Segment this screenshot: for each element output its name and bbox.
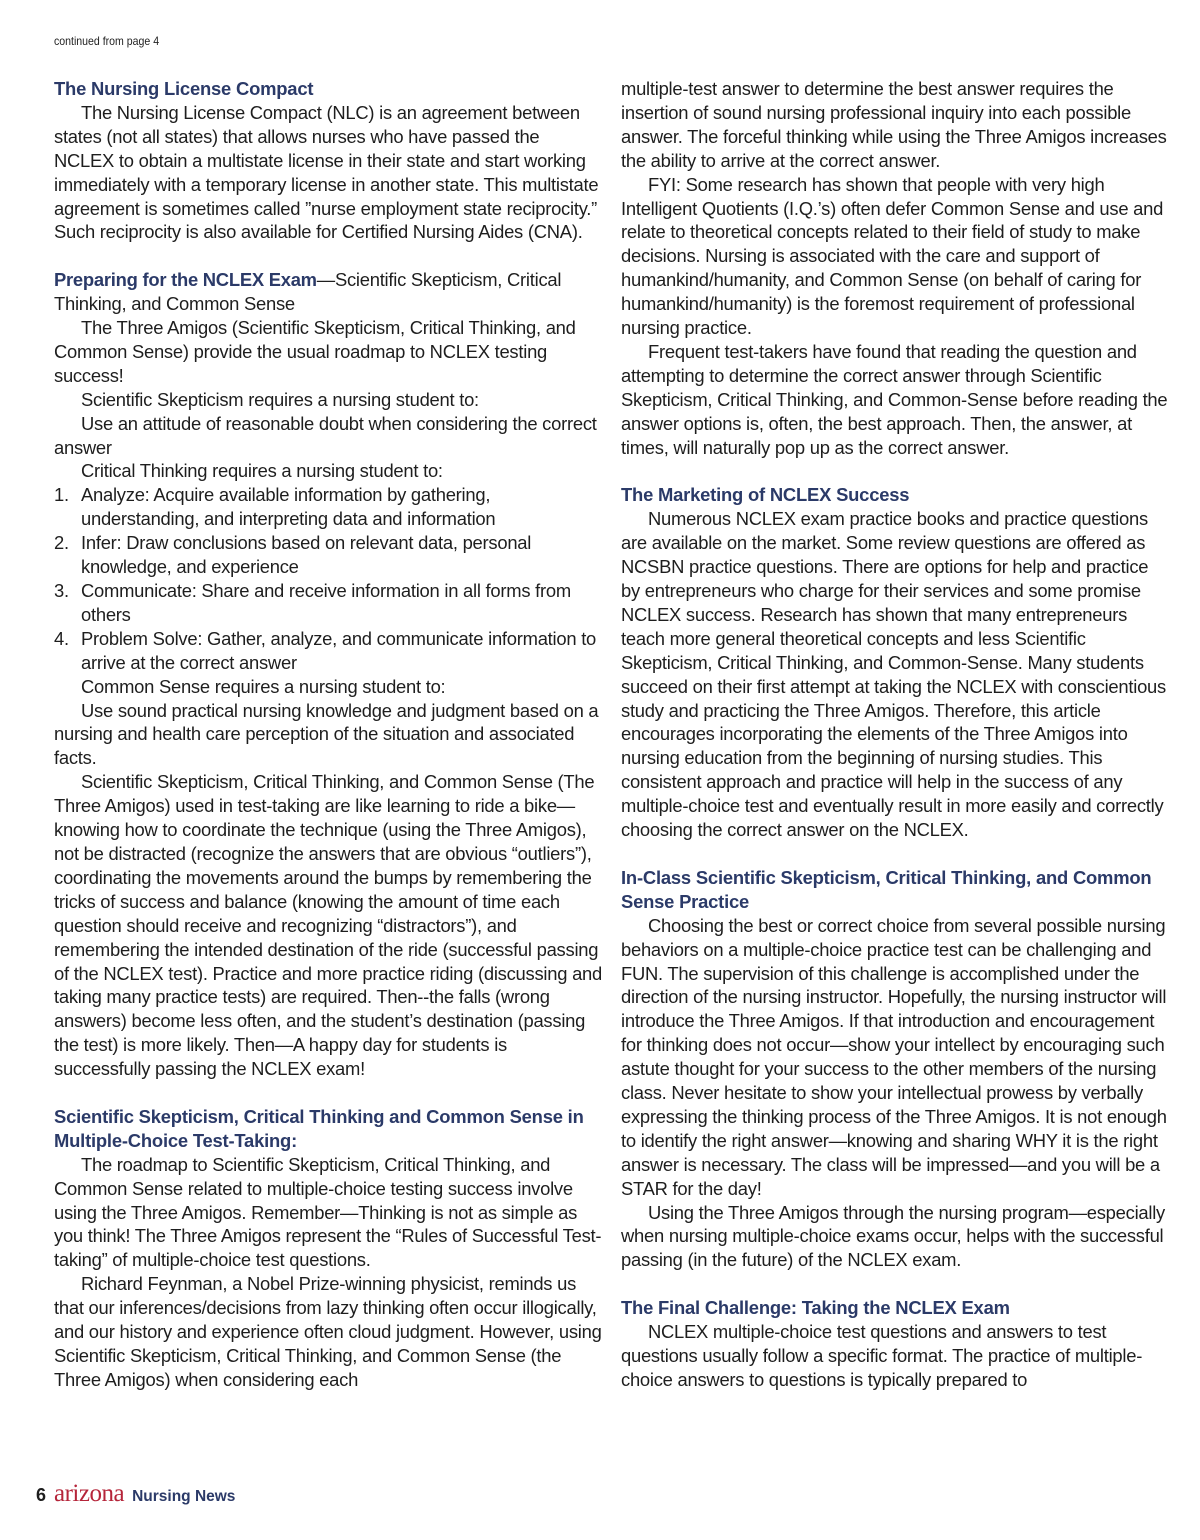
mc-paragraph-2: Richard Feynman, a Nobel Prize-winning physicist, reminds us that our inferences/decisions from lazy thinking often occur illogically, and our history and experience often cloud judgment. However, using Scientific Skepticism, Critical Thinking, and Common Sense (the Three Amigos) when considering each (54, 1273, 602, 1390)
list-item (54, 531, 602, 579)
final-heading: The Final Challenge: Taking the NCLEX Exam (621, 1297, 1010, 1319)
list-number: 3. (54, 580, 69, 602)
marketing-heading: The Marketing of NCLEX Success (621, 484, 910, 506)
nlc-paragraph: The Nursing License Compact (NLC) is an agreement between states (not all states) that allows nurses who have passed the NCLEX to obtain a multistate license in their state and start working immediately with a temporary license in another state. This multistate agreement is sometimes called ”nurse employment state reciprocity.” Such reciprocity is also available for Certified Nursing Aides (CNA). (54, 101, 599, 243)
list-number: 2. (54, 532, 69, 554)
list-item (54, 627, 602, 675)
list-text: Communicate: Share and receive information in all forms from others (81, 580, 571, 625)
prep-paragraph-1: The Three Amigos (Scientific Skepticism, Critical Thinking, and Common Sense) provide the usual roadmap to NCLEX testing success! (54, 317, 576, 386)
marketing-paragraph: Numerous NCLEX exam practice books and practice questions are available on the market. Some review questions are offered as NCSBN practice questions. There are options for help and practice by entrepreneurs who charge for their services and some promise NCLEX success. Research has shown that many entrepreneurs teach more general theoretical concepts and less Scientific Skepticism, Critical Thinking, and Common-Sense. Many students succeed on their first attempt at taking the NCLEX with conscientious study and practicing the Three Amigos. Therefore, this article encourages incorporating the elements of the Three Amigos into nursing education from the beginning of nursing studies. This consistent approach and practice will help in the success of any multiple-choice test and eventually result in more easily and correctly choosing the correct answer on the NCLEX. (621, 508, 1166, 841)
prep-paragraph-6: Use sound practical nursing knowledge and judgment based on a nursing and health care perception of the situation and associated facts. (54, 699, 599, 769)
prep-paragraph-7: Scientific Skepticism, Critical Thinking, and Common Sense (The Three Amigos) used in test-taking are like learning to ride a bike—knowing how to coordinate the technique (using the Three Amigos), not be distracted (recognize the answers that are obvious “outliers”), coordinating the movements around the bumps by remembering the tricks of success and balance (knowing the amount of time each question should receive and recognizing “distractors”), and remembering the intended destination of the ride (successful passing of the NCLEX test). Practice and more practice riding (discussing and taking many practice tests) are required. Then--the falls (wrong answers) become less often, and the student’s destination (passing the test) is more likely. Then—A happy day for students is successfully passing the NCLEX exam! (54, 771, 603, 1080)
continued-paragraph-1: multiple-test answer to determine the best answer requires the insertion of sound nursing professional inquiry into each possible answer. The forceful thinking while using the Three Amigos increases the ability to arrive at the correct answer. (621, 78, 1167, 171)
list-item (54, 579, 602, 627)
critical-thinking-steps (54, 483, 602, 674)
list-number: 1. (54, 484, 69, 506)
right-column (621, 77, 1169, 1392)
continued-paragraph-3: Frequent test-takers have found that reading the question and attempting to determine the correct answer through Scientific Skepticism, Critical Thinking, and Common-Sense before reading the answer options is, often, the best approach. Then, the answer, at times, will naturally pop up as the correct answer. (621, 340, 1168, 458)
prep-paragraph-4: Critical Thinking requires a nursing student to: (81, 460, 443, 482)
prep-subtitle: —Scientific Skepticism, Critical Thinking, and Common Sense (54, 269, 562, 315)
prep-heading-line (54, 268, 602, 316)
publication-name: Nursing News (132, 1488, 236, 1505)
list-item (54, 483, 602, 531)
prep-heading: Preparing for the NCLEX Exam (54, 269, 317, 291)
inclass-paragraph-1: Choosing the best or correct choice from several possible nursing behaviors on a multiple-choice practice test can be challenging and FUN. The supervision of this challenge is accomplished under the direction of the nursing instructor. Hopefully, the nursing instructor will introduce the Three Amigos. If that introduction and encouragement for thinking does not occur—show your intellect by encouraging such astute thought for your success to the other members of the nursing class. Never hesitate to show your intellectual prowess by verbally expressing the thinking process of the Three Amigos. It is not enough to identify the right answer—knowing and sharing WHY it is the right answer is necessary. The class will be impressed—and you will be a STAR for the day! (621, 914, 1167, 1199)
inclass-heading: In-Class Scientific Skepticism, Critical Thinking, and Common Sense Practice (621, 866, 1152, 912)
left-column (54, 77, 602, 1392)
page-footer (36, 1480, 235, 1510)
list-text: Problem Solve: Gather, analyze, and communicate information to arrive at the correct answer (81, 627, 597, 673)
list-number: 4. (54, 627, 69, 649)
prep-paragraph-2: Scientific Skepticism requires a nursing student to: (81, 388, 479, 410)
mc-paragraph-1: The roadmap to Scientific Skepticism, Critical Thinking, and Common Sense related to multiple-choice testing success involve using the Three Amigos. Remember—Thinking is not as simple as you think! The Three Amigos represent the “Rules of Successful Test-taking” of multiple-choice test questions. (54, 1153, 602, 1271)
inclass-paragraph-2: Using the Three Amigos through the nursing program—especially when nursing multiple-choice exams occur, helps with the successful passing (in the future) of the NCLEX exam. (621, 1201, 1166, 1271)
mc-heading: Scientific Skepticism, Critical Thinking and Common Sense in Multiple-Choice Test-Taking: (54, 1105, 584, 1151)
list-text: Infer: Draw conclusions based on relevant data, personal knowledge, and experience (81, 532, 532, 578)
page-number: 6 (36, 1485, 47, 1505)
nlc-heading: The Nursing License Compact (54, 78, 314, 99)
continued-paragraph-2: FYI: Some research has shown that people with very high Intelligent Quotients (I.Q.’s) often defer Common Sense and use and relate to theoretical concepts related to their field of study to make decisions. Nursing is associated with the care and support of humankind/humanity, and Common Sense (on behalf of caring for humankind/humanity) is the foremost requirement of professional nursing practice. (621, 173, 1164, 339)
prep-paragraph-5: Common Sense requires a nursing student to: (81, 675, 446, 697)
continued-note: continued from page 4 (54, 34, 160, 48)
brand-logo: arizona (54, 1480, 125, 1507)
prep-paragraph-3: Use an attitude of reasonable doubt when considering the correct answer (54, 412, 597, 458)
list-text: Analyze: Acquire available information by gathering, understanding, and interpreting data and information (81, 484, 496, 530)
final-paragraph: NCLEX multiple-choice test questions and answers to test questions usually follow a specific format. The practice of multiple-choice answers to questions is typically prepared to (621, 1321, 1143, 1390)
